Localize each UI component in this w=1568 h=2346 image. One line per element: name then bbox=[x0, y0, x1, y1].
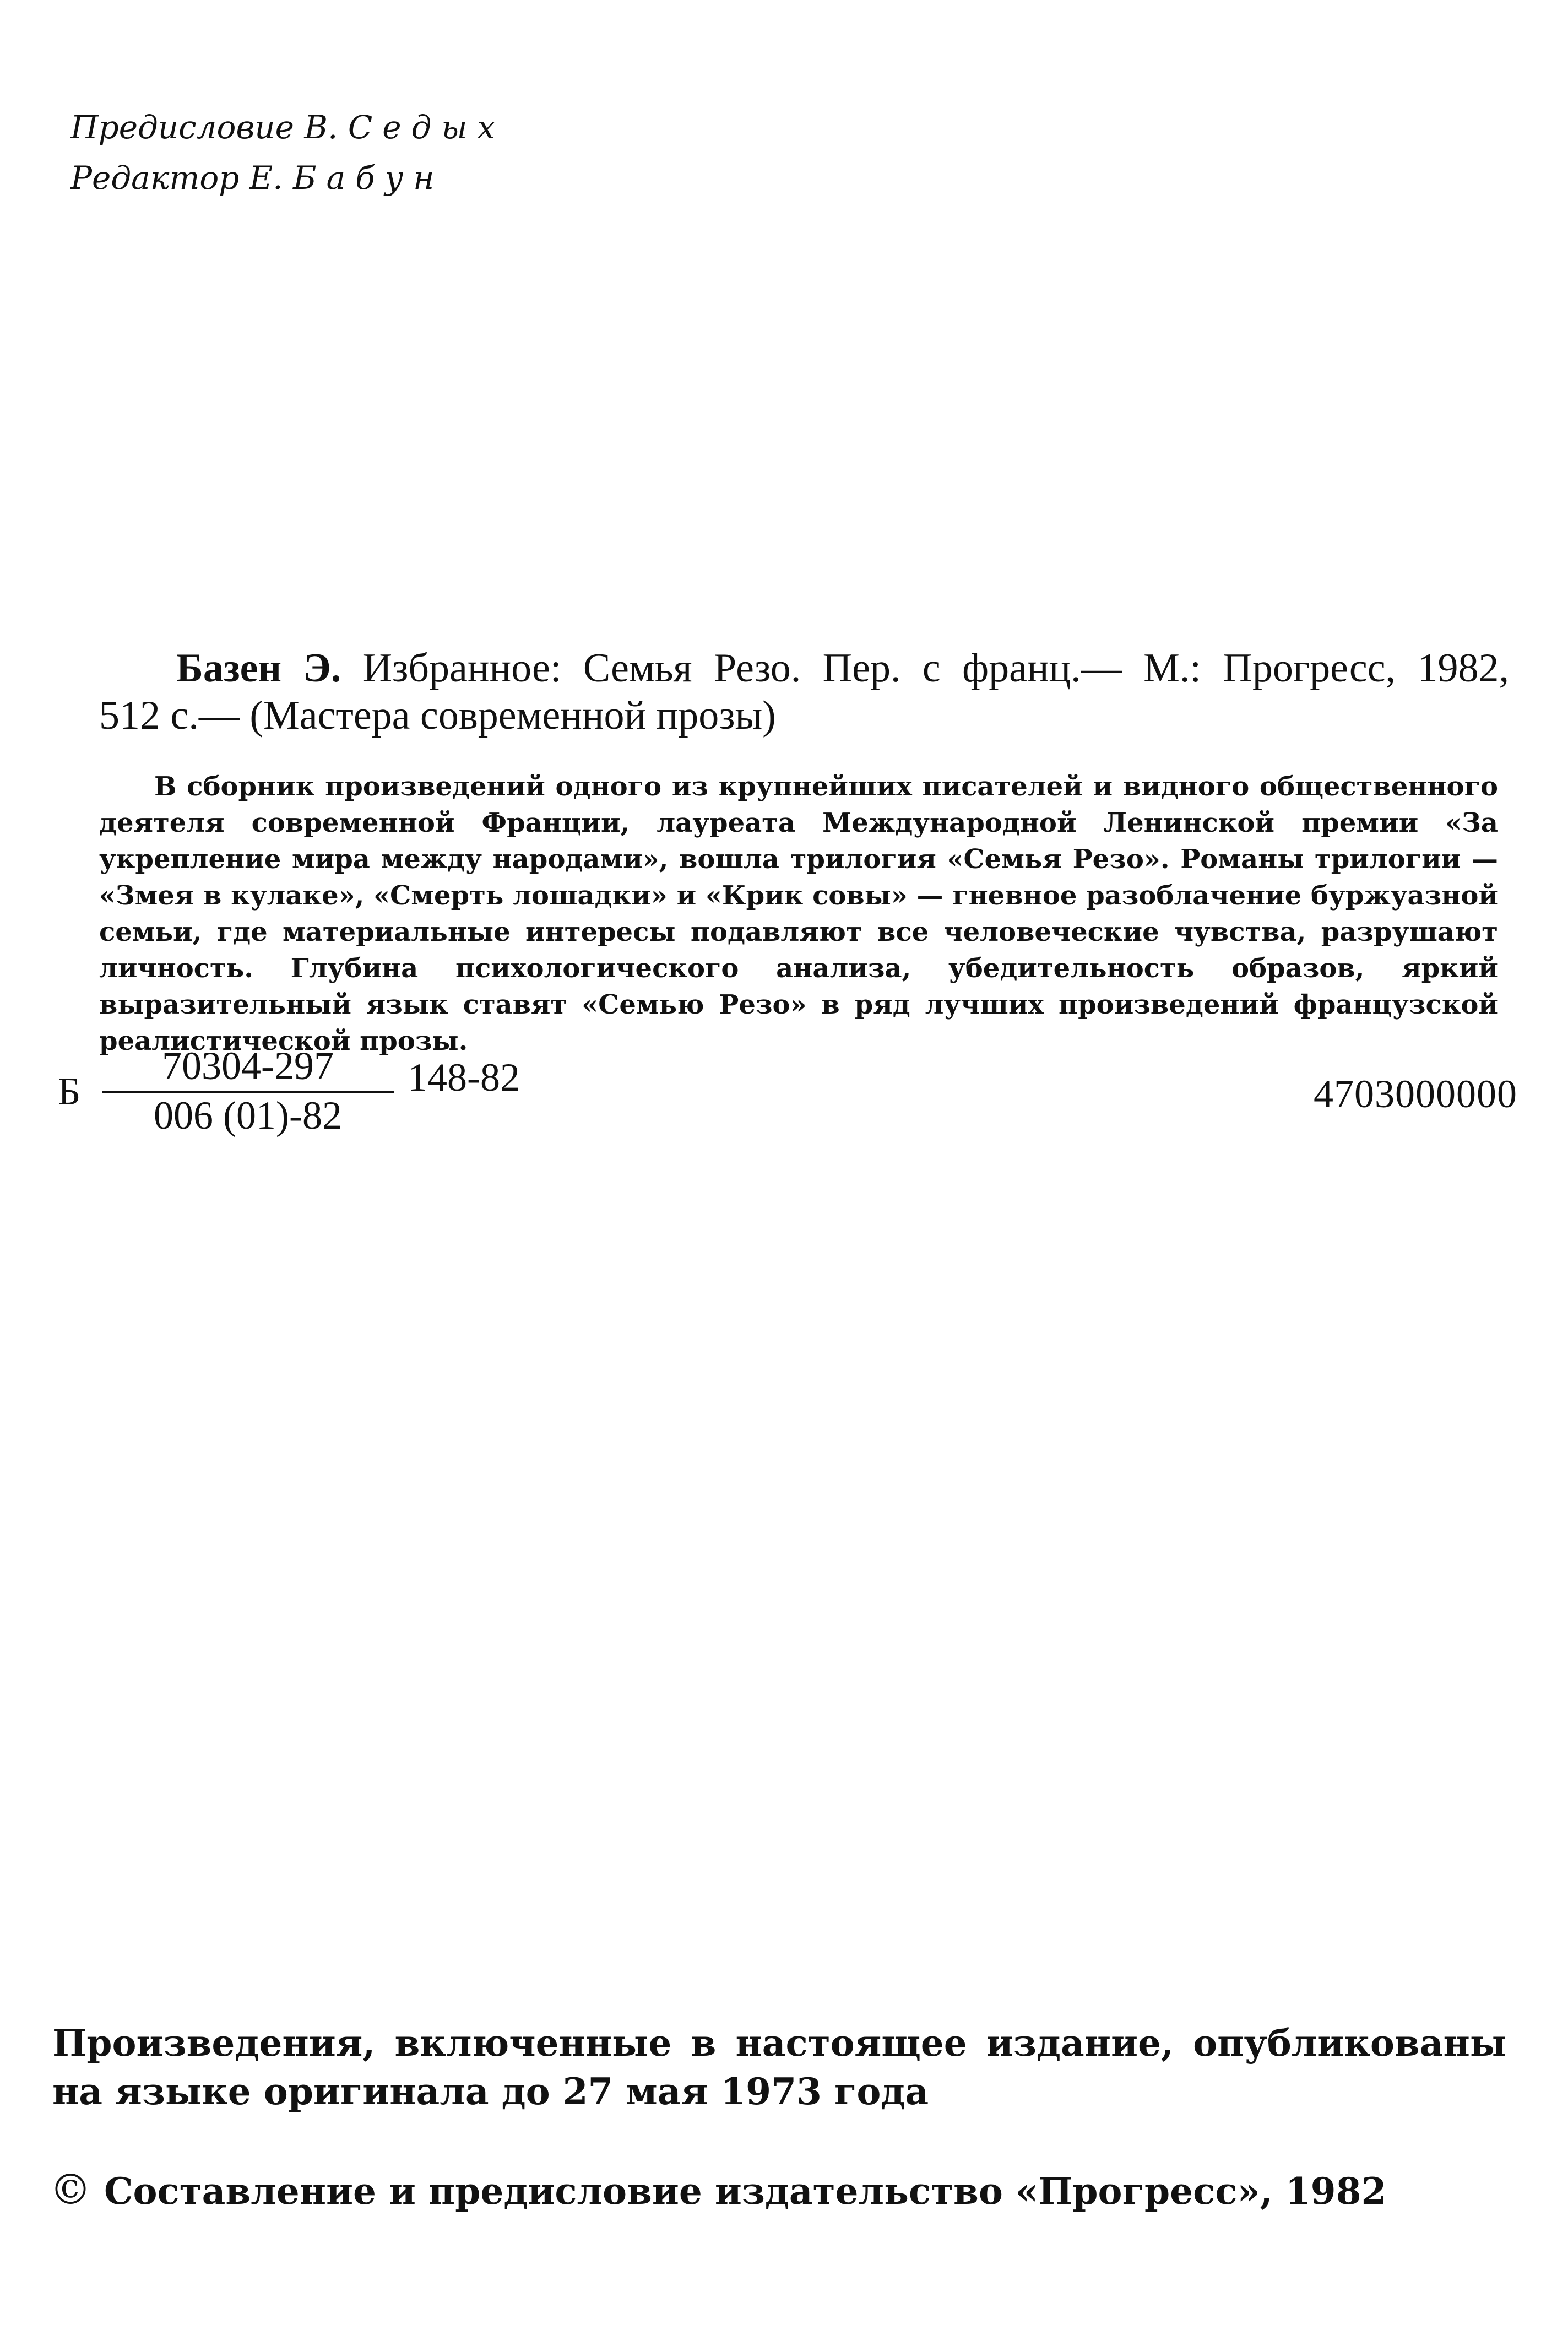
editor-role: Редактор Е. bbox=[70, 159, 283, 197]
copyright-symbol: © bbox=[50, 2165, 91, 2214]
bibliographic-citation bbox=[99, 644, 1509, 739]
citation-title: Избранное: Семья Резо. Пер. с франц.— М.: Прогресс, 1982, bbox=[362, 646, 1509, 691]
copyright-line bbox=[50, 2165, 1386, 2214]
index-code: 148-82 bbox=[408, 1055, 520, 1099]
citation-second-line: 512 с.— (Мастера современной прозы) bbox=[99, 693, 776, 738]
preface-name: Седых bbox=[348, 109, 506, 146]
preface-role: Предисловие В. bbox=[70, 109, 338, 146]
index-letter: Б bbox=[58, 1069, 81, 1113]
annotation-paragraph: В сборник произведений одного из крупнейших писателей и видного общественного деятеля современной Франции, лауреата Международной Ленинской премии «За укрепление мира между народами», вошла трилогия «Семья Резо». Романы трилогии — «Змея в кулаке», «Смерть лошадки» и «Крик совы» — гневное разоблачение буржуазной семьи, где материальные интересы подавляют все человеческие чувства, разрушают личность. Глубина психологического анализа, убедительность образов, яркий выразительный язык ставят «Семью Резо» в ряд лучших произведений французской реалистической прозы. bbox=[99, 771, 1498, 1056]
preface-credit bbox=[70, 102, 505, 153]
credits-block bbox=[70, 102, 505, 203]
copyright-text: Составление и предисловие издательство «Прогресс», 1982 bbox=[104, 2170, 1387, 2213]
editor-name: Бабун bbox=[293, 159, 444, 197]
editor-credit bbox=[70, 153, 505, 203]
classification-number: 4703000000 bbox=[1314, 1072, 1517, 1116]
rights-notice: Произведения, включенные в настоящее издание, опубликованы на языке оригинала до 27 мая 1973 года bbox=[52, 2022, 1506, 2113]
index-fraction bbox=[102, 1044, 394, 1137]
citation-first-line bbox=[99, 644, 1509, 692]
index-denominator: 006 (01)-82 bbox=[154, 1093, 342, 1137]
citation-author: Базен Э. bbox=[176, 646, 341, 691]
index-numerator: 70304-297 bbox=[102, 1044, 394, 1093]
